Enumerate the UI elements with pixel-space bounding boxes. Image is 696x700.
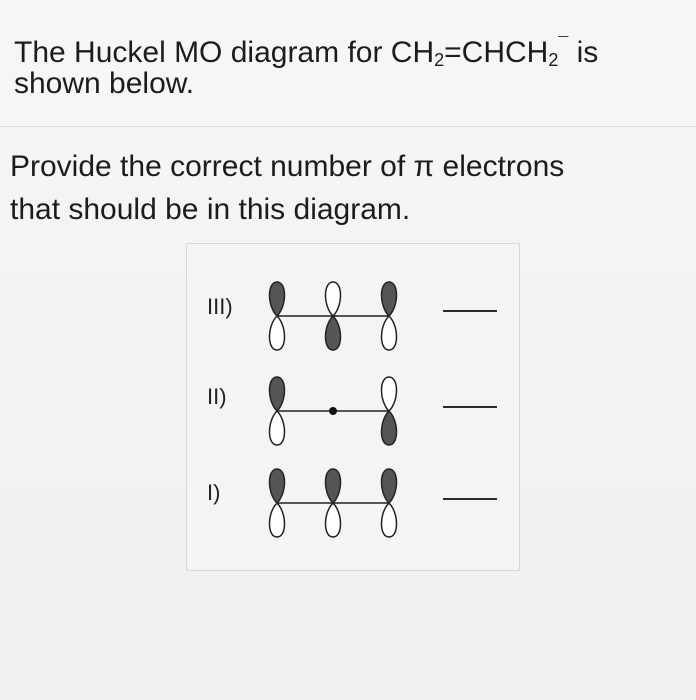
mo-orbitals-ii [257, 369, 427, 453]
level-label-ii: II) [207, 384, 227, 409]
node-dot-ii [329, 407, 337, 415]
level-label-iii: III) [207, 294, 233, 319]
question-suffix: is [568, 36, 599, 69]
subscript-2b: 2 [548, 50, 559, 70]
question-mid: =CHCH [444, 36, 549, 69]
energy-level-ii [443, 406, 497, 408]
subscript-2a: 2 [434, 50, 445, 70]
prompt-line-2: that should be in this diagram. [10, 193, 411, 226]
energy-level-iii [443, 310, 497, 312]
mo-orbitals-i [257, 461, 427, 545]
mo-diagram-card [186, 243, 520, 571]
divider [0, 126, 696, 127]
energy-level-i [443, 498, 497, 500]
charge-superscript: ¯ [558, 34, 569, 54]
question-prefix: The Huckel MO diagram for CH [14, 36, 435, 69]
mo-orbitals-iii [257, 274, 427, 358]
prompt-line-1: Provide the correct number of π electrons [10, 150, 565, 183]
question-line-2: shown below. [14, 67, 195, 100]
level-label-i: I) [207, 480, 221, 505]
